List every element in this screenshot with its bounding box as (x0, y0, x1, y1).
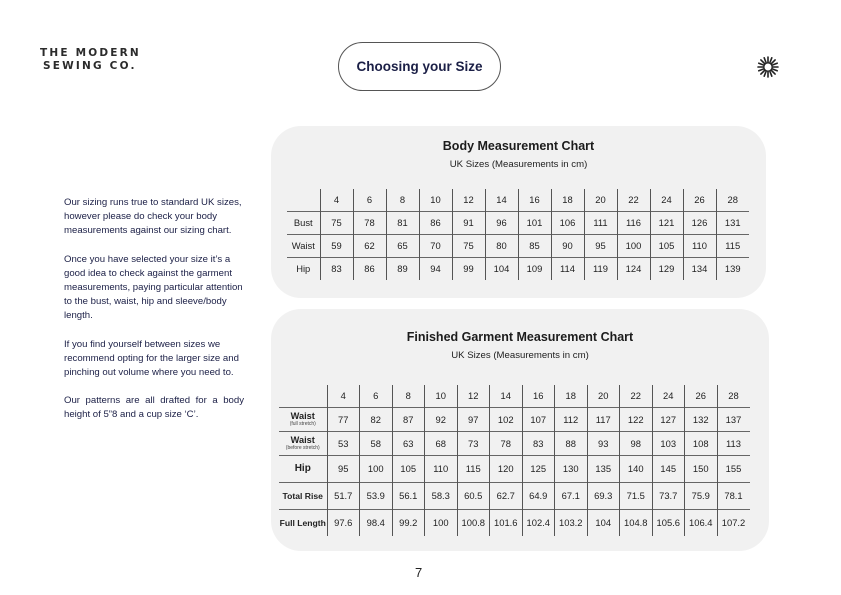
table-cell: 139 (716, 257, 749, 280)
table-cell: 77 (327, 407, 360, 431)
table-cell: 73 (457, 431, 490, 455)
brand-line-2: SEWING CO. (43, 60, 137, 72)
size-header: 4 (327, 385, 360, 407)
table-cell: 82 (360, 407, 393, 431)
table-cell: 53 (327, 431, 360, 455)
row-label: Waist (287, 234, 320, 257)
table-cell: 112 (555, 407, 588, 431)
table-cell: 51.7 (327, 482, 360, 509)
table-cell: 145 (652, 455, 685, 482)
table-cell: 75 (320, 211, 353, 234)
table-cell: 64.9 (522, 482, 555, 509)
table-cell: 97 (457, 407, 490, 431)
table-cell: 83 (522, 431, 555, 455)
table-cell: 115 (716, 234, 749, 257)
table-cell: 107.2 (717, 509, 750, 536)
section-title-pill: Choosing your Size (338, 42, 501, 91)
size-header: 28 (717, 385, 750, 407)
size-header: 6 (360, 385, 393, 407)
table-row (287, 211, 749, 234)
row-label (279, 455, 327, 482)
table-cell: 80 (485, 234, 518, 257)
table-cell: 86 (353, 257, 386, 280)
row-label (279, 482, 327, 509)
table-cell: 104.8 (620, 509, 653, 536)
table-cell: 124 (617, 257, 650, 280)
body-measurement-card (271, 126, 766, 298)
row-label-main: Full Length (279, 517, 326, 528)
table-cell: 86 (419, 211, 452, 234)
table-cell: 155 (717, 455, 750, 482)
table-cell: 75 (452, 234, 485, 257)
table-cell: 93 (587, 431, 620, 455)
table-cell: 100 (360, 455, 393, 482)
table-cell: 63 (392, 431, 425, 455)
table-cell: 105 (650, 234, 683, 257)
intro-paragraph: Our sizing runs true to standard UK sizes, however please do check your body measurements against our sizing chart. (64, 197, 242, 237)
table-cell: 102 (490, 407, 523, 431)
row-label-main: Waist (290, 410, 315, 421)
table-cell: 104 (485, 257, 518, 280)
table-cell: 107 (522, 407, 555, 431)
table-cell: 97.6 (327, 509, 360, 536)
size-header: 18 (551, 189, 584, 211)
table-cell: 99 (452, 257, 485, 280)
size-header: 4 (320, 189, 353, 211)
corner-cell (279, 385, 327, 407)
table-cell: 117 (587, 407, 620, 431)
row-label (279, 407, 327, 431)
size-header: 20 (584, 189, 617, 211)
size-header: 24 (652, 385, 685, 407)
table-cell: 101.6 (490, 509, 523, 536)
size-header: 22 (617, 189, 650, 211)
table-cell: 58 (360, 431, 393, 455)
table-cell: 106.4 (685, 509, 718, 536)
table-cell: 88 (555, 431, 588, 455)
table-cell: 87 (392, 407, 425, 431)
garment-chart-title: Finished Garment Measurement Chart (406, 330, 634, 344)
table-cell: 56.1 (392, 482, 425, 509)
table-cell: 115 (457, 455, 490, 482)
table-cell: 65 (386, 234, 419, 257)
size-header: 16 (518, 189, 551, 211)
sun-icon (757, 56, 779, 78)
row-label: Bust (287, 211, 320, 234)
table-cell: 68 (425, 431, 458, 455)
table-row (279, 455, 750, 482)
table-cell: 105 (392, 455, 425, 482)
table-cell: 99.2 (392, 509, 425, 536)
size-header: 18 (555, 385, 588, 407)
row-label-note: (before stretch) (285, 444, 320, 451)
table-header-row (287, 189, 749, 211)
table-cell: 62 (353, 234, 386, 257)
brand-logo (40, 47, 141, 73)
table-row (279, 482, 750, 509)
table-cell: 100 (425, 509, 458, 536)
size-header: 26 (683, 189, 716, 211)
table-cell: 126 (683, 211, 716, 234)
table-cell: 91 (452, 211, 485, 234)
table-cell: 108 (685, 431, 718, 455)
size-header: 14 (485, 189, 518, 211)
table-cell: 120 (490, 455, 523, 482)
table-cell: 109 (518, 257, 551, 280)
table-cell: 75.9 (685, 482, 718, 509)
table-cell: 98.4 (360, 509, 393, 536)
table-cell: 127 (652, 407, 685, 431)
page-number: 7 (415, 565, 423, 580)
table-cell: 53.9 (360, 482, 393, 509)
size-header: 10 (419, 189, 452, 211)
table-cell: 114 (551, 257, 584, 280)
table-cell: 113 (717, 431, 750, 455)
table-cell: 58.3 (425, 482, 458, 509)
table-cell: 101 (518, 211, 551, 234)
size-header: 22 (620, 385, 653, 407)
table-cell: 96 (485, 211, 518, 234)
table-cell: 67.1 (555, 482, 588, 509)
table-cell: 111 (584, 211, 617, 234)
table-cell: 78.1 (717, 482, 750, 509)
table-cell: 60.5 (457, 482, 490, 509)
table-header-row (279, 385, 750, 407)
table-cell: 95 (584, 234, 617, 257)
size-header: 26 (685, 385, 718, 407)
table-row (279, 509, 750, 536)
table-cell: 69.3 (587, 482, 620, 509)
row-label: Hip (287, 257, 320, 280)
table-cell: 70 (419, 234, 452, 257)
size-header: 28 (716, 189, 749, 211)
table-cell: 83 (320, 257, 353, 280)
row-label (279, 431, 327, 455)
table-cell: 103 (652, 431, 685, 455)
table-cell: 132 (685, 407, 718, 431)
size-header: 12 (452, 189, 485, 211)
table-cell: 119 (584, 257, 617, 280)
table-cell: 98 (620, 431, 653, 455)
table-cell: 81 (386, 211, 419, 234)
row-label-main: Hip (294, 463, 311, 474)
body-chart-title: Body Measurement Chart (442, 139, 595, 153)
table-cell: 89 (386, 257, 419, 280)
garment-measurement-table (279, 385, 750, 536)
table-cell: 104 (587, 509, 620, 536)
table-cell: 130 (555, 455, 588, 482)
row-label-note: (full stretch) (289, 420, 316, 427)
table-cell: 134 (683, 257, 716, 280)
size-header: 20 (587, 385, 620, 407)
table-cell: 140 (620, 455, 653, 482)
intro-text (64, 196, 244, 437)
table-cell: 94 (419, 257, 452, 280)
row-label (279, 509, 327, 536)
table-cell: 100 (617, 234, 650, 257)
intro-paragraph: Once you have selected your size it’s a good idea to check against the garment measurements, paying particular attention to the bust, waist, hip and sleeve/body length. (64, 253, 243, 322)
size-header: 10 (425, 385, 458, 407)
size-header: 8 (386, 189, 419, 211)
table-cell: 90 (551, 234, 584, 257)
table-cell: 71.5 (620, 482, 653, 509)
size-header: 14 (490, 385, 523, 407)
table-cell: 85 (518, 234, 551, 257)
table-cell: 78 (490, 431, 523, 455)
table-cell: 103.2 (555, 509, 588, 536)
table-cell: 121 (650, 211, 683, 234)
table-cell: 110 (425, 455, 458, 482)
table-row (279, 431, 750, 455)
body-chart-subtitle: UK Sizes (Measurements in cm) (449, 159, 588, 170)
table-cell: 92 (425, 407, 458, 431)
table-cell: 95 (327, 455, 360, 482)
table-cell: 131 (716, 211, 749, 234)
body-measurement-table (287, 189, 749, 280)
size-header: 16 (522, 385, 555, 407)
table-cell: 110 (683, 234, 716, 257)
table-cell: 62.7 (490, 482, 523, 509)
table-cell: 59 (320, 234, 353, 257)
size-header: 24 (650, 189, 683, 211)
size-header: 12 (457, 385, 490, 407)
table-cell: 78 (353, 211, 386, 234)
row-label-main: Waist (290, 434, 315, 445)
table-cell: 102.4 (522, 509, 555, 536)
intro-paragraph: Our patterns are all drafted for a body height of 5”8 and a cup size ‘C’. (64, 395, 244, 421)
table-cell: 100.8 (457, 509, 490, 536)
table-cell: 137 (717, 407, 750, 431)
table-row (287, 257, 749, 280)
table-cell: 105.6 (652, 509, 685, 536)
garment-measurement-card (271, 309, 769, 551)
table-row (279, 407, 750, 431)
row-label-main: Total Rise (282, 490, 323, 501)
brand-line-1: THE MODERN (40, 47, 141, 59)
table-cell: 106 (551, 211, 584, 234)
table-cell: 122 (620, 407, 653, 431)
table-cell: 135 (587, 455, 620, 482)
corner-cell (287, 189, 320, 211)
intro-paragraph: If you find yourself between sizes we recommend opting for the larger size and pinching out volume where you need to. (64, 338, 239, 379)
size-header: 8 (392, 385, 425, 407)
table-cell: 150 (685, 455, 718, 482)
garment-chart-subtitle: UK Sizes (Measurements in cm) (451, 350, 589, 361)
size-header: 6 (353, 189, 386, 211)
table-cell: 73.7 (652, 482, 685, 509)
table-cell: 129 (650, 257, 683, 280)
table-cell: 116 (617, 211, 650, 234)
table-row (287, 234, 749, 257)
table-cell: 125 (522, 455, 555, 482)
